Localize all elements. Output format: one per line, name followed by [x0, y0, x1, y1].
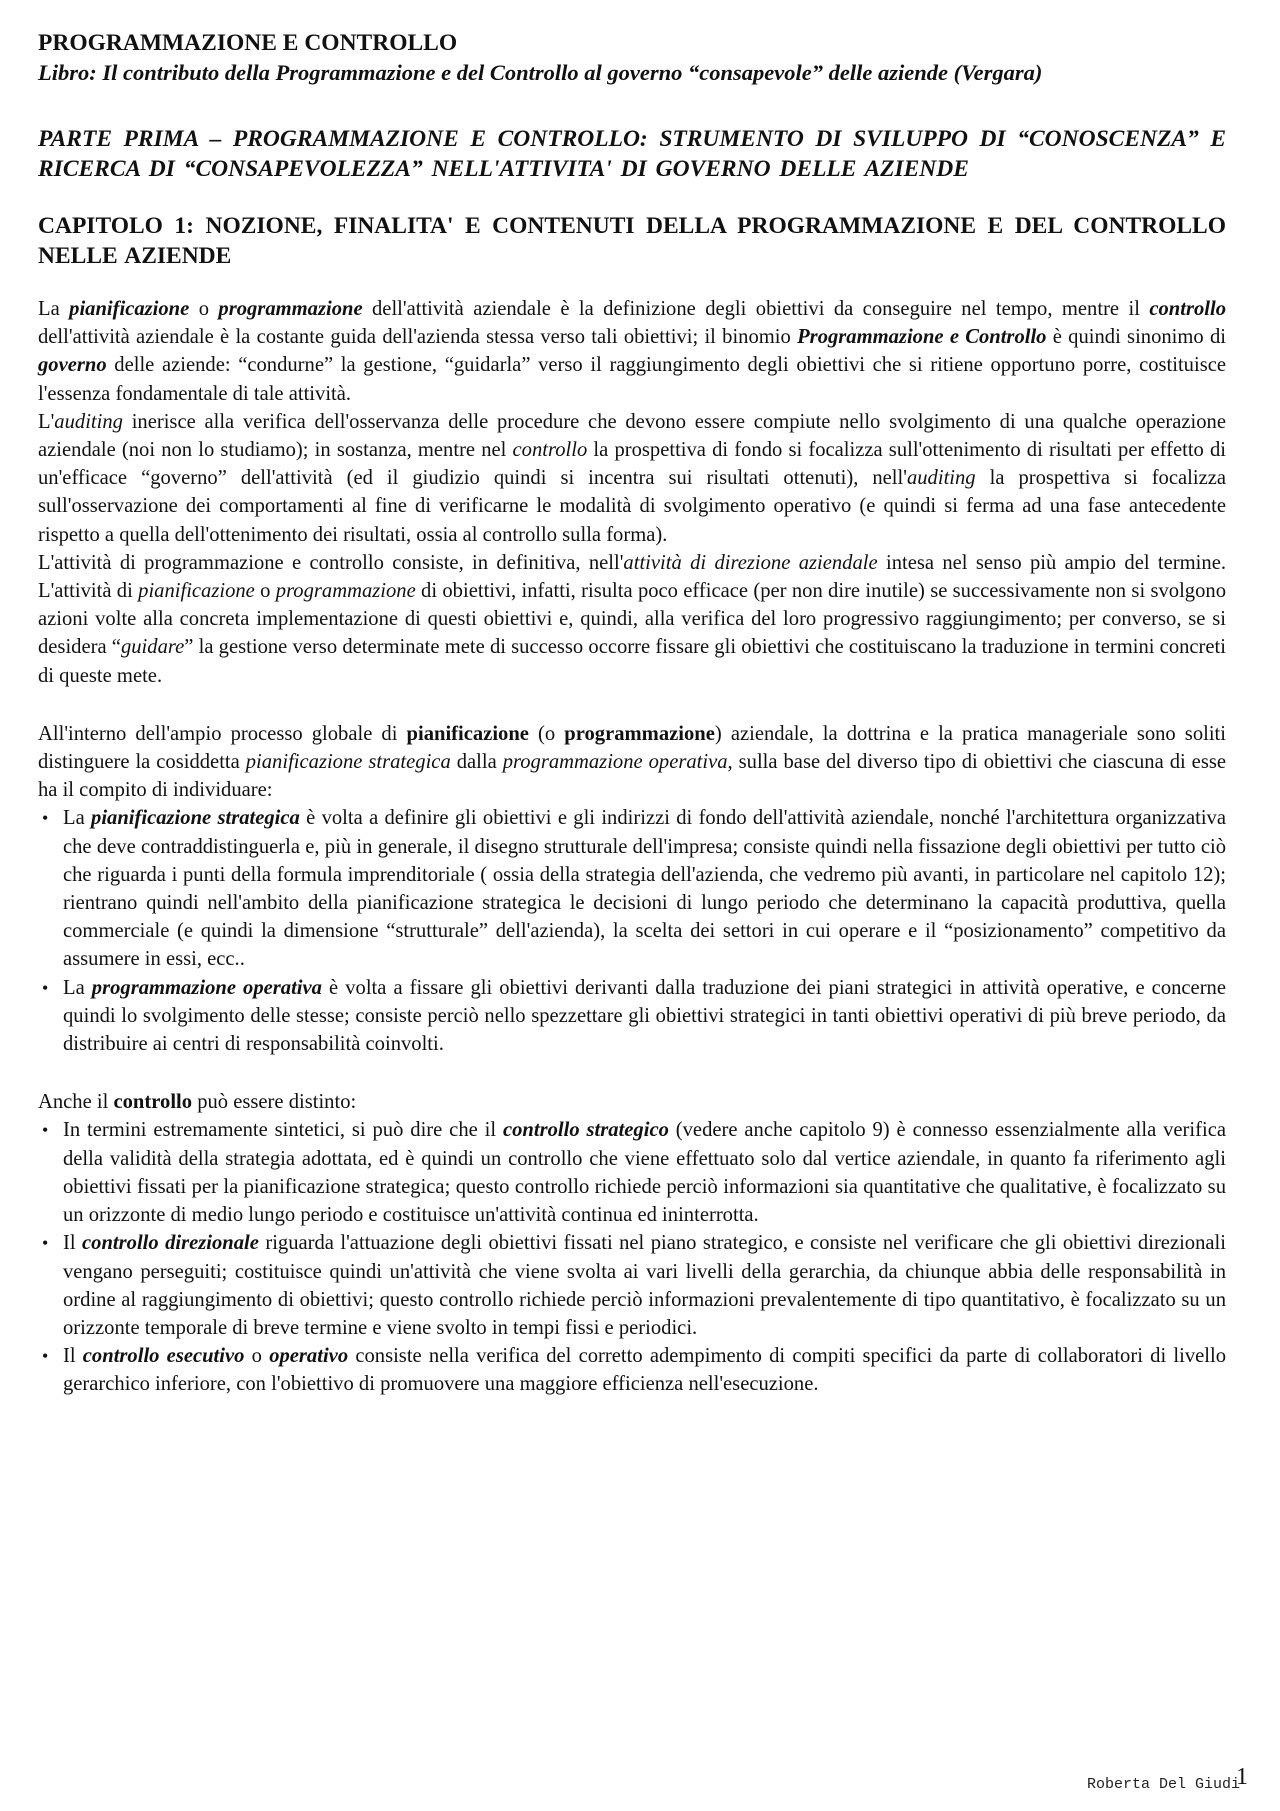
list-item: • La programmazione operativa è volta a fissare gli obiettivi derivanti dalla traduzione dei piani strategici in attività operative, e concerne quindi lo svolgimento delle stesse; consiste perciò nello spezzettare gli obiettivi strategici in tanti obiettivi operativi di più breve periodo, da distribuire ai centri di responsabilità coinvolti. — [38, 974, 1226, 1059]
bullet-icon: • — [42, 1346, 49, 1367]
bullet-icon: • — [42, 977, 49, 998]
planning-bullet-list — [38, 804, 1226, 1058]
list-item: • In termini estremamente sintetici, si può dire che il controllo strategico (vedere anche capitolo 9) è connesso essenzialmente alla verifica della validità della strategia adottata, ed è quindi un controllo che viene effettuato solo dal vertice aziendale, in quanto fa riferimento agli obiettivi fissati per la pianificazione strategica; questo controllo richiede perciò informazioni sia quantitative che qualitative, è focalizzato su un orizzonte di medio lungo periodo e costituisce un'attività continua ed ininterrotta. — [38, 1116, 1226, 1229]
page-number: 1 — [1236, 1764, 1248, 1790]
document-title: PROGRAMMAZIONE E CONTROLLO — [38, 30, 458, 56]
list-item: • La pianificazione strategica è volta a definire gli obiettivi e gli indirizzi di fondo dell'attività aziendale, nonché l'architettura organizzativa che deve contraddistinguerla e, più in generale, il disegno strutturale dell'impresa; consiste quindi nella fissazione degli obiettivi per tutto ciò che riguarda i punti della formula imprenditoriale ( ossia della strategia dell'azienda, che vedremo più avanti, in particolare nel capitolo 12); rientrano quindi nell'ambito della pianificazione strategica le decisioni di lungo periodo che determinano la capacità produttiva, quella commerciale (e quindi la dimensione “strutturale” dell'azienda), la scelta dei settori in cui operare e il “posizionamento” competitivo da assumere in essi, ecc.. — [38, 804, 1226, 973]
bullet-icon: • — [42, 1233, 49, 1254]
book-reference: Libro: Il contributo della Programmazione e del Controllo al governo “consapevole” delle aziende (Vergara) — [38, 60, 1043, 85]
paragraph-auditing: L'auditing inerisce alla verifica dell'osservanza delle procedure che devono essere compiute nello svolgimento di una qualche operazione aziendale (noi non lo studiamo); in sostanza, mentre nel controllo la prospettiva di fondo si focalizza sull'ottenimento di risultati per effetto di un'efficace “governo” dell'attività (ed il giudizio quindi si incentra sui risultati ottenuti), nell'auditing la prospettiva si focalizza sull'osservazione dei comportamenti al fine di verificarne le modalità di svolgimento operativo (e quindi si ferma ad una fase antecedente rispetto a quella dell'ottenimento dei risultati, ossia al controllo sulla forma). — [38, 410, 1227, 546]
bullet-icon: • — [42, 808, 49, 829]
part-title: PARTE PRIMA – PROGRAMMAZIONE E CONTROLLO: STRUMENTO DI SVILUPPO DI “CONOSCENZA” E RICERCA DI “CONSAPEVOLEZZA” NELL'ATTIVITA' DI GOVERNO DELLE AZIENDE — [38, 126, 1226, 182]
paragraph-control-intro: Anche il controllo può essere distinto: — [38, 1091, 357, 1114]
list-item: • Il controllo direzionale riguarda l'attuazione degli obiettivi fissati nel piano strategico, e consiste nel verificare che gli obiettivi direzionali vengano perseguiti; costituisce quindi un'attività che viene svolta ai vari livelli della gerarchia, da chiunque abbia delle responsabilità in ordine al raggiungimento di obiettivi; questo controllo richiede perciò informazioni prevalentemente di tipo quantitativo, è focalizzato su un orizzonte temporale di breve termine e viene svolto in tempi fissi e periodici. — [38, 1229, 1226, 1342]
control-bullet-list — [38, 1116, 1226, 1398]
chapter-title: CAPITOLO 1: NOZIONE, FINALITA' E CONTENUTI DELLA PROGRAMMAZIONE E DEL CONTROLLO NELLE AZIENDE — [38, 213, 1226, 269]
paragraph-direction: L'attività di programmazione e controllo consiste, in definitiva, nell'attività di direzione aziendale intesa nel senso più ampio del termine. L'attività di pianificazione o programmazione di obiettivi, infatti, risulta poco efficace (per non dire inutile) se successivamente non si svolgono azioni volte alla concreta implementazione di questi obiettivi e, quindi, alla verifica del loro progressivo raggiungimento; per converso, se si desidera “guidare” la gestione verso determinate mete di successo occorre fissare gli obiettivi che costituiscano la traduzione in termini concreti di queste mete. — [38, 551, 1226, 687]
bullet-icon: • — [42, 1120, 49, 1141]
footer-author: Roberta Del Giudi — [1086, 1776, 1240, 1793]
paragraph-definition: La pianificazione o programmazione dell'attività aziendale è la definizione degli obiettivi da conseguire nel tempo, mentre il controllo dell'attività aziendale è la costante guida dell'azienda stessa verso tali obiettivi; il binomio Programmazione e Controllo è quindi sinonimo di governo delle aziende: “condurne” la gestione, “guidarla” verso il raggiungimento degli obiettivi che si ritiene opportuno porre, costituisce l'essenza fondamentale di tale attività. — [38, 298, 1227, 405]
paragraph-planning-types: All'interno dell'ampio processo globale di pianificazione (o programmazione) aziendale, la dottrina e la pratica manageriale sono soliti distinguere la cosiddetta pianificazione strategica dalla programmazione operativa, sulla base del diverso tipo di obiettivi che ciascuna di esse ha il compito di individuare: — [38, 722, 1227, 802]
list-item: • Il controllo esecutivo o operativo consiste nella verifica del corretto adempimento di compiti specifici da parte di collaboratori di livello gerarchico inferiore, con l'obiettivo di promuovere una maggiore efficienza nell'esecuzione. — [38, 1342, 1226, 1398]
